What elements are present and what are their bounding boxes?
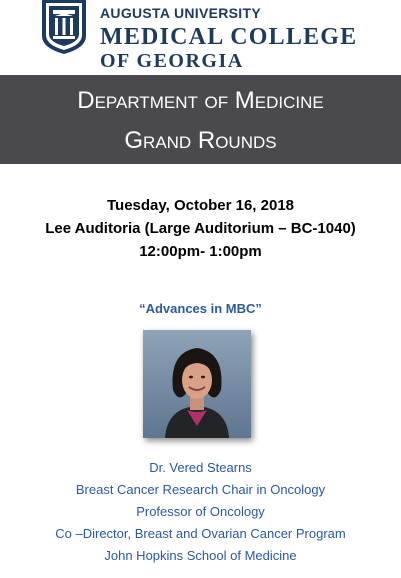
- speaker-title-line: John Hopkins School of Medicine: [104, 548, 297, 563]
- university-name: AUGUSTA UNIVERSITY: [100, 5, 261, 21]
- banner-department-title: Department of Medicine: [77, 87, 324, 114]
- event-time: 12:00pm- 1:00pm: [139, 243, 262, 260]
- college-name-line2: OF GEORGIA: [100, 50, 244, 72]
- banner-event-title: Grand Rounds: [124, 127, 277, 154]
- event-date: Tuesday, October 16, 2018: [106, 197, 295, 214]
- speaker-title-line: Breast Cancer Research Chair in Oncology: [75, 482, 326, 497]
- speaker-title-line: Co –Director, Breast and Ovarian Cancer Program: [55, 526, 346, 541]
- department-banner: [0, 75, 401, 164]
- speaker-title-line: Professor of Oncology: [136, 504, 265, 519]
- speaker-name: Dr. Vered Stearns: [149, 460, 252, 475]
- event-location: Lee Auditoria (Large Auditorium – BC-1040): [45, 220, 356, 237]
- college-name-line1: MEDICAL COLLEGE: [100, 24, 358, 50]
- augusta-university-emblem-icon: [40, 0, 88, 54]
- speaker-photo: [143, 330, 251, 438]
- talk-title: “Advances in MBC”: [139, 301, 262, 316]
